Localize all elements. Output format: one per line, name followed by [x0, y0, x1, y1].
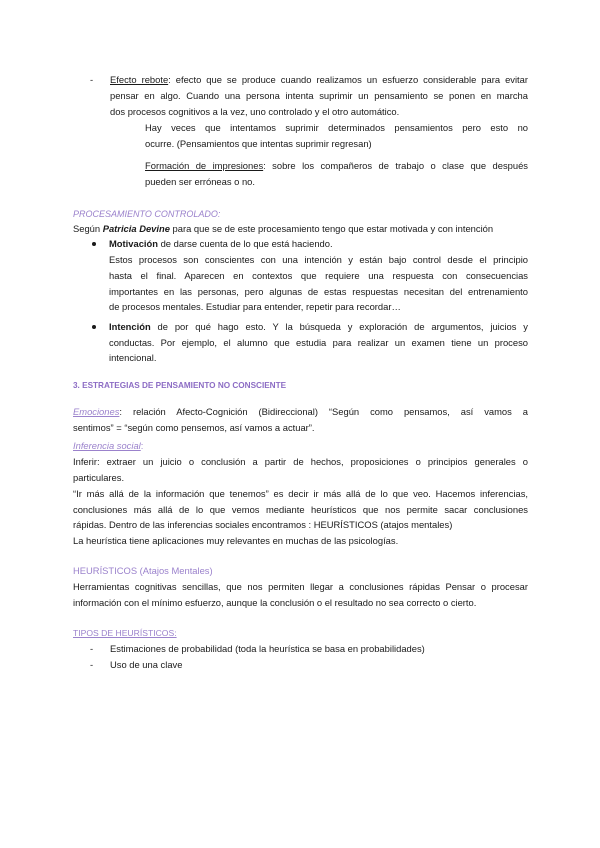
motivacion-line-2: Estos procesos son conscientes con una intención y están bajo control desde el principio: [109, 254, 528, 265]
tipos-heading: TIPOS DE HEURÍSTICOS:: [73, 628, 177, 638]
dash-marker: -: [90, 659, 94, 670]
inferencia-heading: [73, 438, 143, 454]
efecto-rebote-term: Efecto rebote: [110, 74, 169, 85]
motivacion-line-1: [109, 236, 333, 252]
emociones-term: Emociones: [73, 406, 120, 417]
heuristicos-line-2: información con el mínimo esfuerzo, aunque la conclusión o el resultado no sea correcto o cierto.: [73, 597, 477, 608]
inferencia-line-5: rápidas. Dentro de las inferencias sociales encontramos : HEURÍSTICOS (atajos mentales): [73, 519, 453, 530]
heuristicos-heading: HEURÍSTICOS (Atajos Mentales): [73, 565, 213, 576]
estrategias-heading: 3. ESTRATEGIAS DE PENSAMIENTO NO CONSCIENTE: [73, 381, 287, 390]
inferencia-line-2: particulares.: [73, 472, 125, 483]
intencion-line-3: intencional.: [109, 352, 157, 363]
intro-author: Patricia Devine: [102, 223, 170, 234]
emociones-line-2: sentimos” = “según como pensemos, así vamos a actuar”.: [73, 422, 315, 433]
inferencia-term: Inferencia social: [73, 440, 141, 451]
intencion-line-1: [109, 319, 528, 335]
inferencia-line-6: La heurística tiene aplicaciones muy relevantes en muchas de las psicologías.: [73, 535, 399, 546]
efecto-rebote-line-2: pensar en algo. Cuando una persona intenta suprimir un pensamiento se ponen en marcha: [110, 90, 528, 101]
formacion-line-1: [145, 158, 528, 174]
motivacion-term: Motivación: [109, 238, 158, 249]
procesamiento-intro: [73, 221, 493, 237]
tipos-item-2: Uso de una clave: [110, 659, 183, 670]
inferencia-line-4: conclusiones más allá de lo que vemos mediante heurísticos que nos permite sacar conclusiones: [73, 504, 528, 515]
inferencia-line-3: “Ir más allá de la información que tenemos” es decir ir más allá de lo que veo. Hacemos inferencias,: [73, 488, 528, 499]
supresion-line-1: Hay veces que intentamos suprimir determinados pensamientos pero esto no: [145, 122, 528, 133]
motivacion-line-3: hasta el final. Aparecen en contextos que requiere una respuesta con consecuencias: [109, 270, 528, 281]
efecto-rebote-line-3: dos procesos cognitivos a la vez, uno controlado y el otro automático.: [110, 106, 400, 117]
emociones-line-1: [73, 404, 528, 420]
motivacion-line-5: de procesos mentales. Estudiar para entender, repetir para recordar…: [109, 301, 401, 312]
tipos-item-1: Estimaciones de probabilidad (toda la heurística se basa en probabilidades): [110, 643, 425, 654]
bullet-icon: [92, 242, 96, 246]
dash-marker: -: [90, 643, 94, 654]
motivacion-line-4: importantes en las personas, pero algunas de estas respuestas necesitan del entrenamiento: [109, 286, 528, 297]
formacion-term: Formación de impresiones: [145, 160, 264, 171]
inferencia-colon: :: [140, 440, 144, 451]
procesamiento-heading: PROCESAMIENTO CONTROLADO:: [73, 209, 221, 219]
formacion-line-2: pueden ser erróneas o no.: [145, 176, 255, 187]
efecto-rebote-line-1: [110, 72, 528, 88]
heuristicos-line-1: Herramientas cognitivas sencillas, que nos permiten llegar a conclusiones rápidas Pensar o procesar: [73, 581, 528, 592]
dash-marker: -: [90, 74, 94, 85]
supresion-line-2: ocurre. (Pensamientos que intentas suprimir regresan): [145, 138, 372, 149]
intro-suffix: para que se de este procesamiento tengo que estar motivada y con intención: [169, 223, 494, 234]
intencion-text: de por qué hago esto. Y la búsqueda y exploración de argumentos, juicios y: [150, 321, 528, 332]
intencion-term: Intención: [109, 321, 151, 332]
formacion-text: : sobre los compañeros de trabajo o clase que después: [263, 160, 528, 171]
intro-prefix: Según: [73, 223, 103, 234]
emociones-text: : relación Afecto-Cognición (Bidireccional) “Según como pensamos, así vamos a: [119, 406, 528, 417]
inferencia-line-1: Inferir: extraer un juicio o conclusión a partir de hechos, proposiciones o principios generales o: [73, 456, 528, 467]
motivacion-text: de darse cuenta de lo que está haciendo.: [157, 238, 333, 249]
intencion-line-2: conductas. Por ejemplo, el alumno que estudia para realizar un examen tiene un proceso: [109, 337, 528, 348]
efecto-rebote-text: : efecto que se produce cuando realizamos un esfuerzo considerable para evitar: [168, 74, 528, 85]
bullet-icon: [92, 325, 96, 329]
